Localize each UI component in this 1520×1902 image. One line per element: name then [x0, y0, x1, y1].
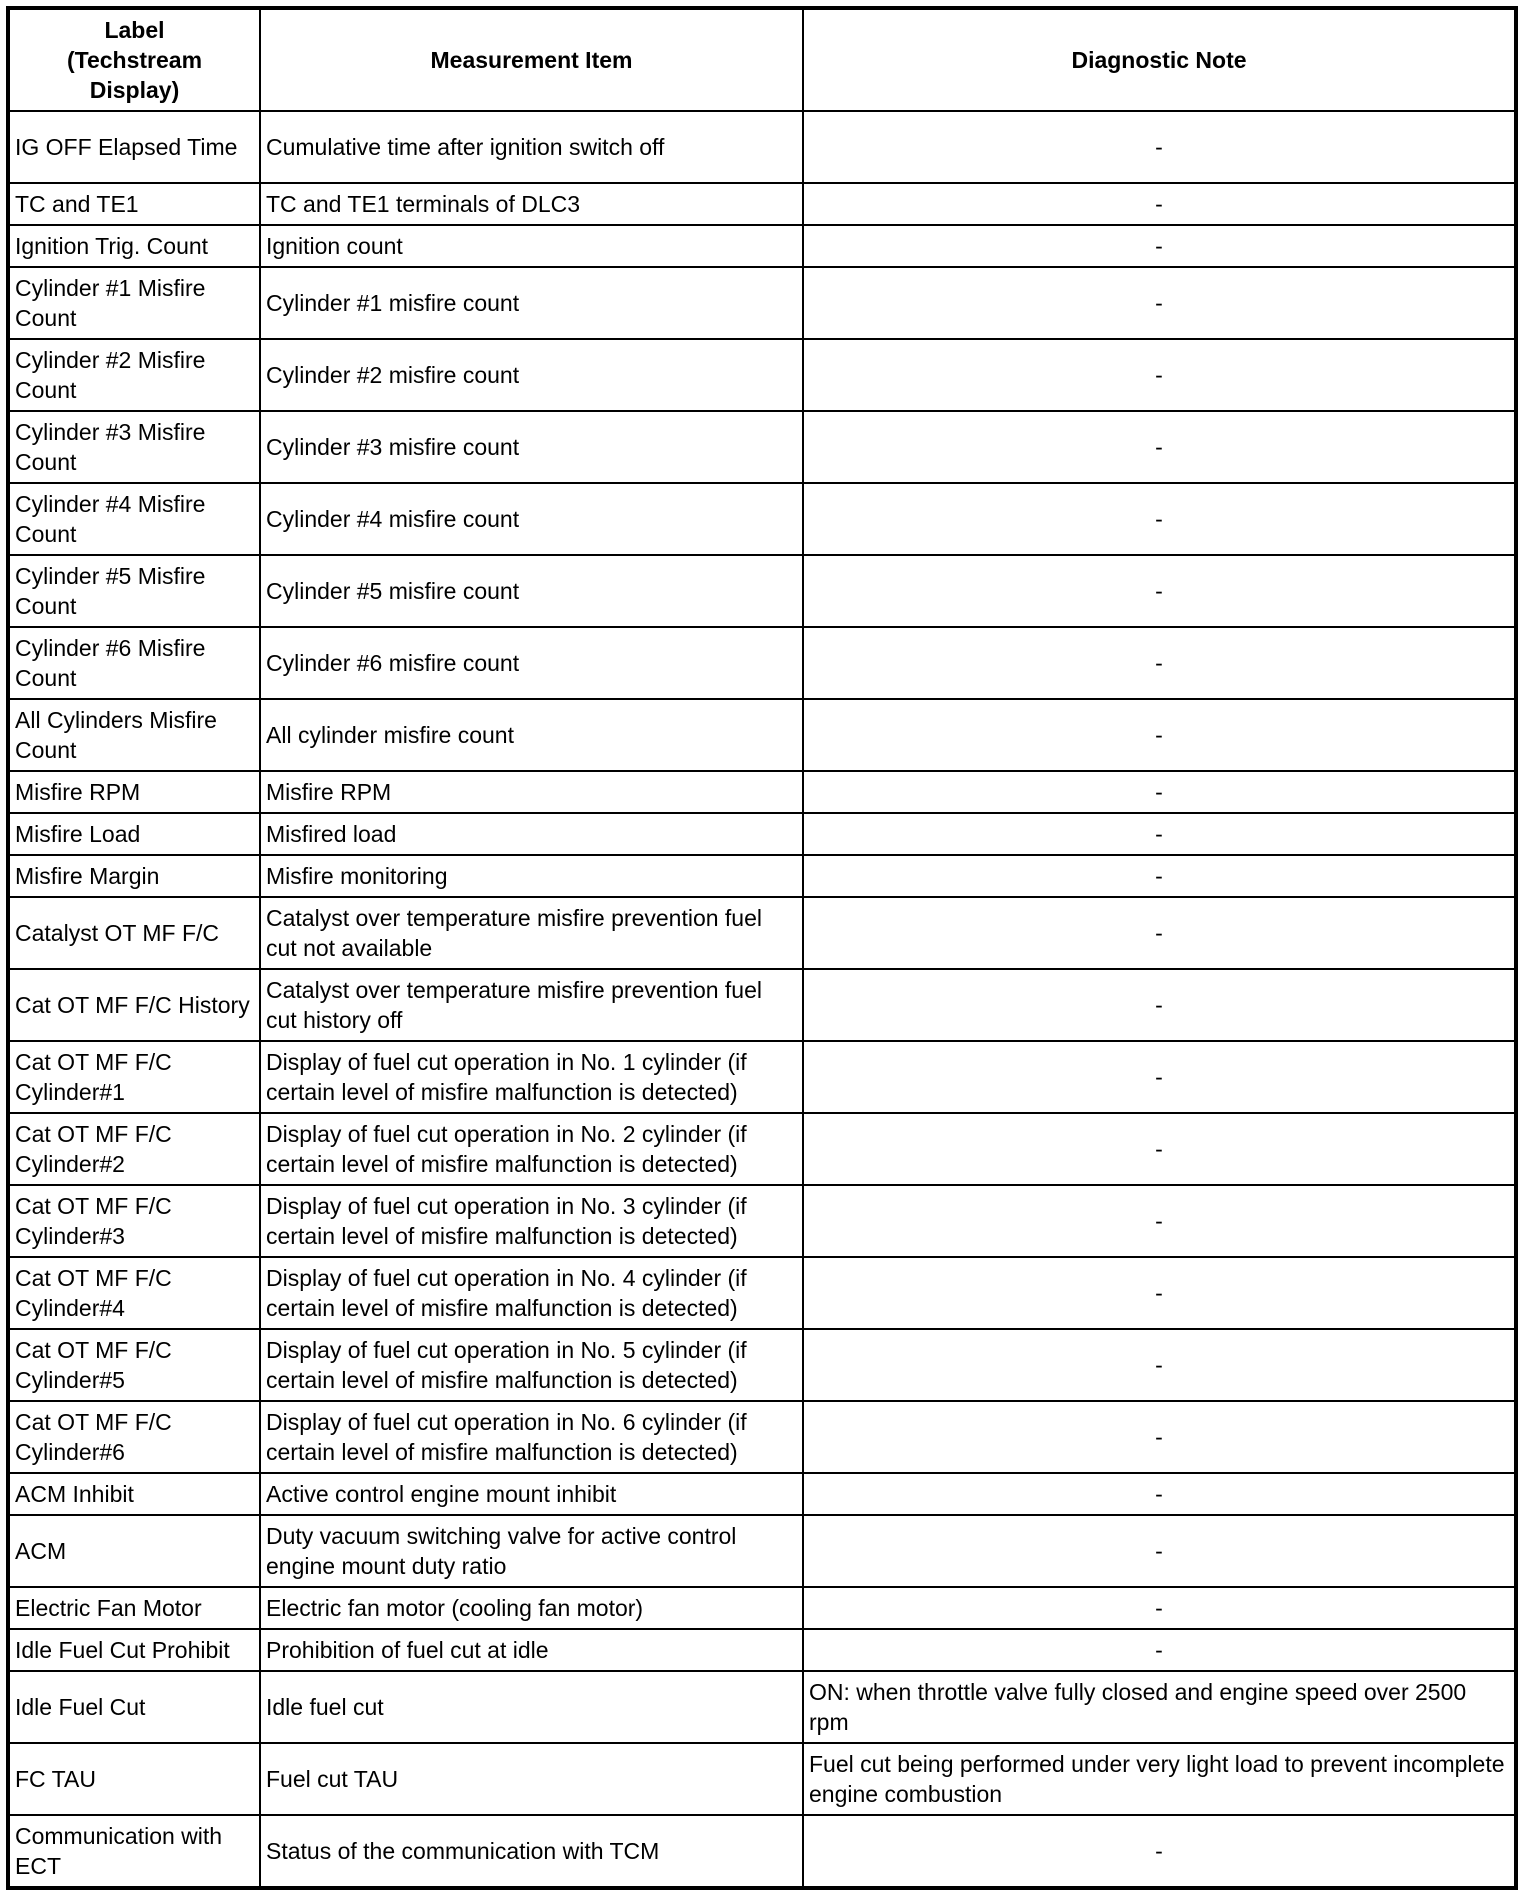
cell-diagnostic-note: - [803, 183, 1516, 225]
cell-measurement-item: Display of fuel cut operation in No. 6 cylinder (if certain level of misfire malfunction is detected) [260, 1401, 803, 1473]
cell-measurement-item: Display of fuel cut operation in No. 5 cylinder (if certain level of misfire malfunction is detected) [260, 1329, 803, 1401]
cell-diagnostic-note: - [803, 1401, 1516, 1473]
table-row [8, 897, 1516, 969]
cell-label: FC TAU [8, 1743, 260, 1815]
cell-measurement-item: Display of fuel cut operation in No. 1 cylinder (if certain level of misfire malfunction is detected) [260, 1041, 803, 1113]
cell-diagnostic-note: - [803, 771, 1516, 813]
cell-diagnostic-note: - [803, 813, 1516, 855]
cell-diagnostic-note: - [803, 1587, 1516, 1629]
cell-diagnostic-note: - [803, 627, 1516, 699]
cell-measurement-item: Cylinder #5 misfire count [260, 555, 803, 627]
cell-label: Cat OT MF F/C Cylinder#3 [8, 1185, 260, 1257]
table-row [8, 225, 1516, 267]
cell-diagnostic-note: - [803, 1041, 1516, 1113]
cell-measurement-item: Duty vacuum switching valve for active control engine mount duty ratio [260, 1515, 803, 1587]
cell-measurement-item: Catalyst over temperature misfire prevention fuel cut history off [260, 969, 803, 1041]
cell-measurement-item: Cylinder #2 misfire count [260, 339, 803, 411]
table-row [8, 411, 1516, 483]
cell-label: Ignition Trig. Count [8, 225, 260, 267]
table-row [8, 627, 1516, 699]
cell-label: Idle Fuel Cut [8, 1671, 260, 1743]
column-header-diagnostic-note: Diagnostic Note [803, 8, 1516, 111]
cell-label: Cat OT MF F/C History [8, 969, 260, 1041]
cell-label: Misfire Load [8, 813, 260, 855]
cell-diagnostic-note: - [803, 897, 1516, 969]
table-row [8, 483, 1516, 555]
cell-diagnostic-note: - [803, 1113, 1516, 1185]
cell-measurement-item: TC and TE1 terminals of DLC3 [260, 183, 803, 225]
cell-label: Misfire RPM [8, 771, 260, 813]
cell-diagnostic-note: - [803, 225, 1516, 267]
table-row [8, 1815, 1516, 1888]
table-row [8, 1743, 1516, 1815]
cell-measurement-item: Misfire RPM [260, 771, 803, 813]
cell-label: IG OFF Elapsed Time [8, 111, 260, 183]
cell-diagnostic-note: - [803, 1815, 1516, 1888]
cell-diagnostic-note: - [803, 267, 1516, 339]
table-row [8, 1401, 1516, 1473]
cell-measurement-item: Electric fan motor (cooling fan motor) [260, 1587, 803, 1629]
cell-label: Cylinder #4 Misfire Count [8, 483, 260, 555]
cell-measurement-item: Prohibition of fuel cut at idle [260, 1629, 803, 1671]
table-row [8, 1257, 1516, 1329]
cell-measurement-item: Cumulative time after ignition switch off [260, 111, 803, 183]
cell-diagnostic-note: - [803, 855, 1516, 897]
table-row [8, 1113, 1516, 1185]
cell-diagnostic-note: ON: when throttle valve fully closed and engine speed over 2500 rpm [803, 1671, 1516, 1743]
cell-diagnostic-note: - [803, 555, 1516, 627]
cell-label: Cat OT MF F/C Cylinder#4 [8, 1257, 260, 1329]
cell-label: ACM Inhibit [8, 1473, 260, 1515]
table-row [8, 1515, 1516, 1587]
table-row [8, 1671, 1516, 1743]
cell-label: Cylinder #5 Misfire Count [8, 555, 260, 627]
cell-diagnostic-note: - [803, 339, 1516, 411]
table-row [8, 1473, 1516, 1515]
cell-diagnostic-note: - [803, 1329, 1516, 1401]
table-header-row [8, 8, 1516, 111]
table-row [8, 555, 1516, 627]
cell-diagnostic-note: - [803, 1257, 1516, 1329]
cell-label: All Cylinders Misfire Count [8, 699, 260, 771]
cell-measurement-item: Fuel cut TAU [260, 1743, 803, 1815]
cell-measurement-item: Cylinder #1 misfire count [260, 267, 803, 339]
cell-measurement-item: Display of fuel cut operation in No. 3 cylinder (if certain level of misfire malfunction is detected) [260, 1185, 803, 1257]
table-row [8, 1329, 1516, 1401]
table-row [8, 1041, 1516, 1113]
cell-measurement-item: Cylinder #4 misfire count [260, 483, 803, 555]
table-row [8, 969, 1516, 1041]
cell-label: Communication with ECT [8, 1815, 260, 1888]
cell-label: Cat OT MF F/C Cylinder#2 [8, 1113, 260, 1185]
cell-label: TC and TE1 [8, 183, 260, 225]
cell-measurement-item: Misfire monitoring [260, 855, 803, 897]
cell-measurement-item: Cylinder #6 misfire count [260, 627, 803, 699]
cell-measurement-item: All cylinder misfire count [260, 699, 803, 771]
cell-diagnostic-note: - [803, 1185, 1516, 1257]
cell-measurement-item: Misfired load [260, 813, 803, 855]
table-row [8, 699, 1516, 771]
cell-measurement-item: Cylinder #3 misfire count [260, 411, 803, 483]
table-row [8, 183, 1516, 225]
cell-diagnostic-note: Fuel cut being performed under very light load to prevent incomplete engine combustion [803, 1743, 1516, 1815]
table-row [8, 771, 1516, 813]
column-header-label: Label (Techstream Display) [8, 8, 260, 111]
cell-label: Cat OT MF F/C Cylinder#5 [8, 1329, 260, 1401]
column-header-measurement-item: Measurement Item [260, 8, 803, 111]
cell-label: Catalyst OT MF F/C [8, 897, 260, 969]
cell-label: Cat OT MF F/C Cylinder#6 [8, 1401, 260, 1473]
cell-measurement-item: Active control engine mount inhibit [260, 1473, 803, 1515]
cell-label: ACM [8, 1515, 260, 1587]
table-row [8, 1185, 1516, 1257]
table-row [8, 813, 1516, 855]
cell-label: Cylinder #6 Misfire Count [8, 627, 260, 699]
cell-measurement-item: Display of fuel cut operation in No. 4 cylinder (if certain level of misfire malfunction is detected) [260, 1257, 803, 1329]
cell-label: Electric Fan Motor [8, 1587, 260, 1629]
table-row [8, 1629, 1516, 1671]
cell-diagnostic-note: - [803, 1629, 1516, 1671]
cell-label: Misfire Margin [8, 855, 260, 897]
cell-diagnostic-note: - [803, 699, 1516, 771]
cell-measurement-item: Idle fuel cut [260, 1671, 803, 1743]
cell-label: Cylinder #1 Misfire Count [8, 267, 260, 339]
cell-measurement-item: Ignition count [260, 225, 803, 267]
cell-diagnostic-note: - [803, 1515, 1516, 1587]
cell-label: Cylinder #3 Misfire Count [8, 411, 260, 483]
table-row [8, 111, 1516, 183]
table-row [8, 1587, 1516, 1629]
cell-measurement-item: Display of fuel cut operation in No. 2 cylinder (if certain level of misfire malfunction is detected) [260, 1113, 803, 1185]
cell-label: Cat OT MF F/C Cylinder#1 [8, 1041, 260, 1113]
table-row [8, 339, 1516, 411]
cell-diagnostic-note: - [803, 483, 1516, 555]
cell-diagnostic-note: - [803, 1473, 1516, 1515]
table-row [8, 267, 1516, 339]
cell-diagnostic-note: - [803, 111, 1516, 183]
cell-label: Idle Fuel Cut Prohibit [8, 1629, 260, 1671]
cell-measurement-item: Status of the communication with TCM [260, 1815, 803, 1888]
data-list-table [6, 6, 1518, 1890]
cell-diagnostic-note: - [803, 969, 1516, 1041]
cell-diagnostic-note: - [803, 411, 1516, 483]
cell-label: Cylinder #2 Misfire Count [8, 339, 260, 411]
table-row [8, 855, 1516, 897]
cell-measurement-item: Catalyst over temperature misfire prevention fuel cut not available [260, 897, 803, 969]
